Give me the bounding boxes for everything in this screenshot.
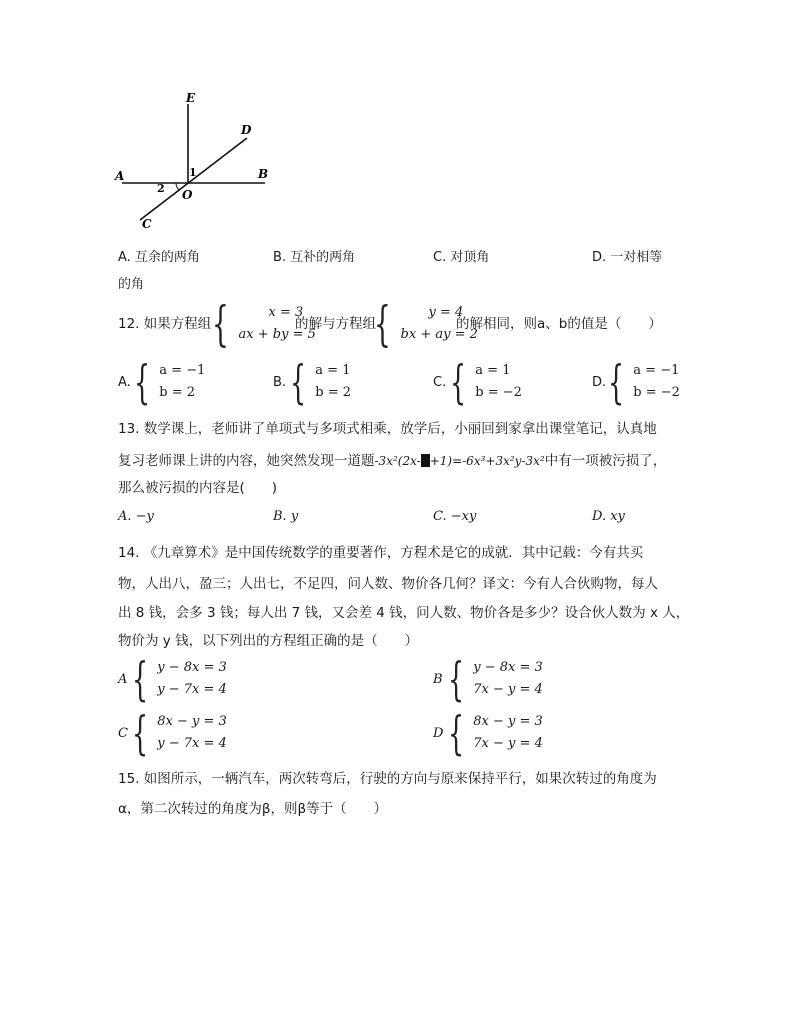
angle-2-arc [176,183,179,190]
brace-icon: { [448,652,465,706]
q14-option-d-label: D [433,726,444,741]
label-D: D [241,123,252,137]
q13-line-2-text-a: 复习老师课上讲的内容，她突然发现一道题 [118,453,375,469]
q13-expression-b: +1)=-6x³+3x²y-3x² [429,454,545,468]
q12-sys1-line-2: ax + by = 5 [238,327,316,342]
q12-sys2-line-1: y = 4 [428,305,464,320]
q12-suffix: 的解相同，则a、b的值是（ ） [456,316,662,332]
q12-option-b [290,355,352,409]
q12-option-d [608,355,680,409]
angle-figure [110,88,280,236]
q14-option-c-label: C [118,726,128,741]
brace-icon: { [132,706,149,760]
label-B: B [258,167,269,181]
q12-sys2-line-2: bx + ay = 2 [400,327,478,342]
q14-option-c [132,706,227,760]
q12-option-c [450,355,522,409]
brace-icon: { [450,355,467,409]
q15-line-1: 15. 如图所示，一辆汽车，两次转弯后，行驶的方向与原来保持平行，如果次转过的角度为 [118,771,657,787]
label-E: E [186,91,196,105]
q12-option-a [134,355,206,409]
q14-line-4: 物价为 y 钱，以下列出的方程组正确的是（ ） [118,633,419,649]
label-angle-1: 1 [189,166,197,179]
q13-option-a: A. −y [118,509,154,524]
q12-option-c-label: C. [433,375,447,390]
line-cd [140,138,247,220]
label-C: C [142,217,152,231]
brace-icon: { [608,355,625,409]
q12-option-b-label: B. [273,375,287,390]
q14-option-b [448,652,543,706]
q11-option-d-cont: 的角 [118,277,145,292]
q11-option-c: C. 对顶角 [433,250,490,265]
label-angle-2: 2 [157,182,165,195]
q12-a-line-1: a = −1 [159,363,206,378]
q14-line-1: 14. 《九章算术》是中国传统数学的重要著作，方程术是它的成就．其中记载：今有共买 [118,545,644,561]
brace-icon: { [448,706,465,760]
q14-c-line-2: y − 7x = 4 [157,736,227,751]
q12-sys1-line-1: x = 3 [268,305,304,320]
q12-option-a-label: A. [118,375,131,390]
label-A: A [115,169,125,183]
smudge-mark [421,454,430,467]
q12-option-d-label: D. [592,375,607,390]
q12-d-line-2: b = −2 [633,385,680,400]
label-O: O [182,188,193,202]
q13-line-2-text-b: 中有一项被污损了， [544,453,667,469]
q13-expression-a: -3x²(2x- [374,454,421,468]
q13-line-2 [118,451,666,471]
q14-c-line-1: 8x − y = 3 [157,714,227,729]
brace-icon: { [374,296,391,352]
q12-a-line-2: b = 2 [159,385,196,400]
q12-c-line-1: a = 1 [475,363,511,378]
q15-line-2: α，第二次转过的角度为β，则β等于（ ） [118,801,388,817]
q14-option-d [448,706,543,760]
q14-option-b-label: B [433,672,443,687]
q14-a-line-2: y − 7x = 4 [157,682,227,697]
q13-line-1: 13. 数学课上，老师讲了单项式与多项式相乘，放学后，小丽回到家拿出课堂笔记，认真地 [118,421,657,437]
q12-mid: 的解与方程组 [295,316,376,332]
q13-line-3: 那么被污损的内容是( ) [118,480,278,496]
brace-icon: { [212,296,229,352]
q14-line-2: 物，人出八，盈三；人出七，不足四，问人数、物价各几何？译文：今有人合伙购物，每人 [118,576,658,592]
q14-b-line-1: y − 8x = 3 [473,660,543,675]
q13-option-c: C. −xy [433,509,477,524]
q14-option-a [132,652,227,706]
q13-option-b: B. y [273,509,299,524]
q14-option-a-label: A [118,672,128,687]
q14-a-line-1: y − 8x = 3 [157,660,227,675]
brace-icon: { [134,355,151,409]
q12-b-line-1: a = 1 [315,363,351,378]
q14-d-line-2: 7x − y = 4 [473,736,543,751]
q14-line-3: 出 8 钱，会多 3 钱；每人出 7 钱，又会差 4 钱，问人数、物价各是多少？设合伙人数为 x 人， [118,605,690,621]
brace-icon: { [132,652,149,706]
q14-b-line-2: 7x − y = 4 [473,682,543,697]
q14-d-line-1: 8x − y = 3 [473,714,543,729]
q12-b-line-2: b = 2 [315,385,352,400]
q11-option-a: A. 互余的两角 [118,250,200,265]
q11-option-b: B. 互补的两角 [273,250,356,265]
q12-prefix: 12. 如果方程组 [118,316,212,332]
q12-c-line-2: b = −2 [475,385,522,400]
brace-icon: { [290,355,307,409]
q12-d-line-1: a = −1 [633,363,680,378]
q11-option-d: D. 一对相等 [592,250,663,265]
q13-option-d: D. xy [592,509,625,524]
